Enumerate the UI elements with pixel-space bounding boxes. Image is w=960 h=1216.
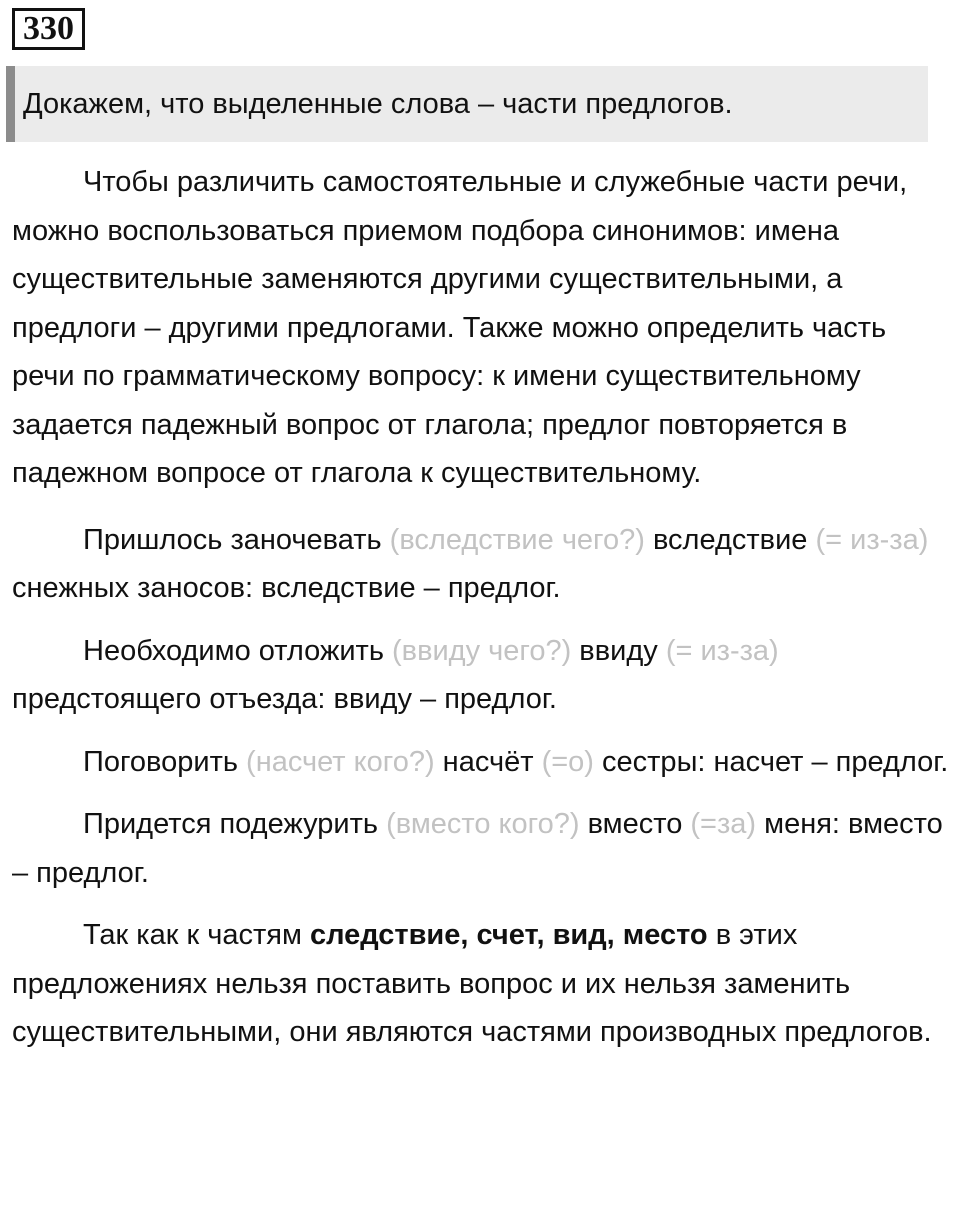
example-4-question: (вместо кого?) (386, 808, 580, 840)
example-paragraph-4 (12, 800, 956, 897)
task-instruction-banner: Докажем, что выделенные слова – части предлогов. (6, 66, 928, 142)
example-4-synonym: (=за) (690, 808, 757, 840)
answer-content (12, 158, 956, 1057)
example-3-question: (насчет кого?) (246, 745, 435, 778)
example-1-start: Пришлось заночевать (83, 523, 390, 556)
example-2-question: (ввиду чего?) (392, 634, 572, 667)
example-3-start: Поговорить (83, 745, 247, 778)
intro-paragraph: Чтобы различить самостоятельные и служебные части речи, можно воспользоваться приемом подбора синонимов: имена существительные заменяются другими существительными, а предлоги – другими предлогами. Также можно определить часть речи по грамматическому вопросу: к имени существительному задается падежный вопрос от глагола; предлог повторяется в падежном вопросе от глагола к существительному. (12, 166, 908, 489)
conclusion-paragraph (12, 911, 956, 1057)
example-2-start: Необходимо отложить (83, 634, 392, 667)
example-2-word: ввиду (571, 634, 666, 667)
example-1-question: (вследствие чего?) (389, 523, 645, 556)
example-1-word: вследствие (644, 523, 816, 556)
example-3-synonym: (=о) (541, 745, 594, 778)
example-paragraph-2 (12, 627, 956, 724)
example-2-synonym: (= из-за) (665, 634, 779, 667)
example-2-end: предстоящего отъезда: ввиду – предлог. (12, 683, 557, 715)
example-1-synonym: (= из-за) (815, 523, 929, 556)
example-4-word: вместо (579, 808, 691, 840)
example-1-end: снежных заносов: вследствие – предлог. (12, 572, 561, 604)
example-3-end: сестры: насчет – предлог. (593, 745, 949, 778)
task-number-box: 330 (12, 8, 85, 50)
example-3-word: насчёт (434, 745, 542, 778)
conclusion-highlighted-words: следствие, счет, вид, место (309, 919, 708, 951)
example-paragraph-1 (12, 516, 956, 613)
example-paragraph-3 (12, 738, 956, 787)
conclusion-end: в этих предложениях нельзя поставить вопрос и их нельзя заменить существительными, они являются частями производных предлогов. (12, 919, 932, 1048)
example-4-end: меня: вместо – предлог. (12, 808, 943, 889)
example-4-start: Придется подежурить (83, 808, 387, 840)
conclusion-start: Так как к частям (83, 919, 310, 951)
